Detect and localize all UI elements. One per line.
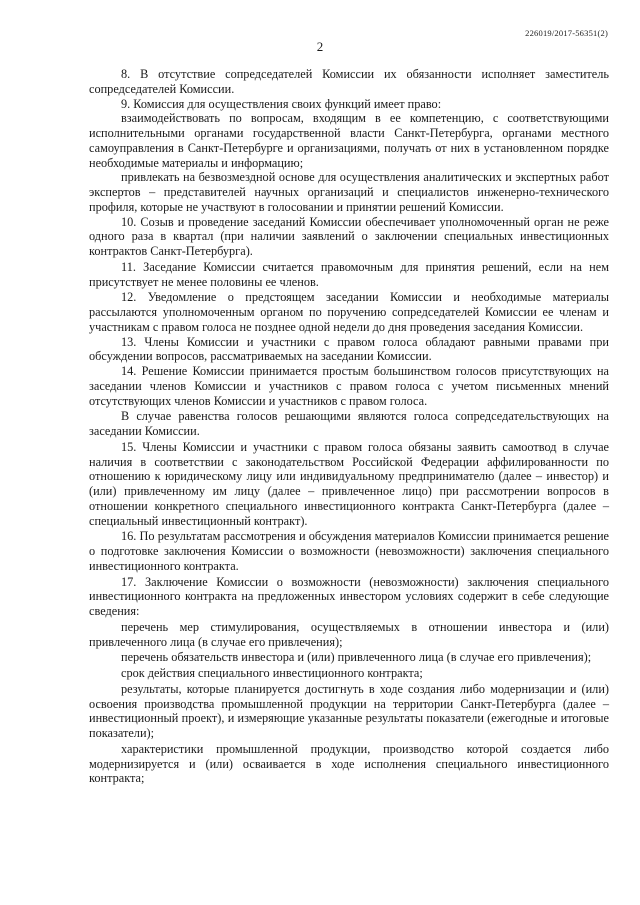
- paragraph-9-item-1: взаимодействовать по вопросам, входящим в ее компетенцию, с соответствующими исполнительными органами государственной власти Санкт-Петербурга, органами местного самоуправления в Санкт-Петербурге и организациями, получать от них в установленном порядке необходимые материалы и информацию;: [89, 111, 609, 170]
- paragraph-17-item-4: результаты, которые планируется достигнуть в ходе создания либо модернизации и (или) освоения производства промышленной продукции на территории Санкт-Петербурга (далее – инвестиционный проект), и измеряющие указанные результаты показатели (ежегодные и итоговые показатели);: [89, 681, 609, 740]
- paragraph-15: 15. Члены Комиссии и участники с правом голоса обязаны заявить самоотвод в случае наличия в соответствии с законодательством Российской Федерации аффилированности по отношению к юридическому лицу или индивидуальному предпринимателю (далее – инвестор) и (или) привлеченному им лицу (далее – привлеченное лицо) при рассмотрении вопросов в отношении конкретного специального инвестиционного контракта Санкт-Петербурга (далее – специальный инвестиционный контракт).: [89, 439, 609, 528]
- paragraph-17-item-1: перечень мер стимулирования, осуществляемых в отношении инвестора и (или) привлеченного лица (в случае его привлечения);: [89, 619, 609, 649]
- paragraph-9: 9. Комиссия для осуществления своих функций имеет право:: [121, 96, 442, 111]
- paragraph-12: 12. Уведомление о предстоящем заседании Комиссии и необходимые материалы рассылаются уполномоченным органом по поручению сопредседателей Комиссии ее членам и участникам с правом голоса не позднее одной недели до дня проведения заседания Комиссии.: [89, 290, 609, 334]
- paragraph-14: 14. Решение Комиссии принимается простым большинством голосов присутствующих на заседании членов Комиссии и участников с правом голоса с учетом письменных мнений отсутствующих членов Комиссии и участников с правом голоса.: [89, 364, 609, 408]
- paragraph-10: 10. Созыв и проведение заседаний Комиссии обеспечивает уполномоченный орган не реже одного раза в квартал (при наличии заявлений о заключении специальных инвестиционных контрактов Санкт-Петербурга).: [89, 214, 609, 258]
- paragraph-17: 17. Заключение Комиссии о возможности (невозможности) заключения специального инвестиционного контракта на предложенных инвестором условиях содержит в себе следующие сведения:: [89, 574, 609, 618]
- document-registration-number: 226019/2017-56351(2): [525, 28, 608, 38]
- paragraph-14-tie-rule: В случае равенства голосов решающими являются голоса сопредседательствующих на заседании Комиссии.: [89, 409, 609, 438]
- paragraph-17-item-5: характеристики промышленной продукции, производство которой создается либо модернизируется и (или) осваивается в ходе исполнения специального инвестиционного контракта;: [89, 741, 609, 786]
- document-body: [89, 67, 609, 786]
- paragraph-17-item-3: срок действия специального инвестиционного контракта;: [121, 666, 423, 680]
- paragraph-13: 13. Члены Комиссии и участники с правом голоса обладают равными правами при обсуждении вопросов, рассматриваемых на заседании Комиссии.: [89, 334, 609, 364]
- paragraph-16: 16. По результатам рассмотрения и обсуждения материалов Комиссии принимается решение о подготовке заключения Комиссии о возможности (невозможности) заключения специального инвестиционного контракта.: [89, 529, 609, 573]
- paragraph-11: 11. Заседание Комиссии считается правомочным для принятия решений, если на нем присутствует не менее половины ее членов.: [89, 259, 609, 289]
- paragraph-17-item-2: перечень обязательств инвестора и (или) привлеченного лица (в случае его привлечения);: [121, 650, 592, 665]
- paragraph-8: 8. В отсутствие сопредседателей Комиссии их обязанности исполняет заместитель сопредседателей Комиссии.: [89, 67, 609, 96]
- paragraph-9-item-2: привлекать на безвозмездной основе для осуществления аналитических и экспертных работ экспертов – представителей научных организаций и специалистов инженерно-технического профиля, которые не участвуют в голосовании и принятии решений Комиссии.: [89, 170, 609, 214]
- page-number: 2: [316, 39, 324, 54]
